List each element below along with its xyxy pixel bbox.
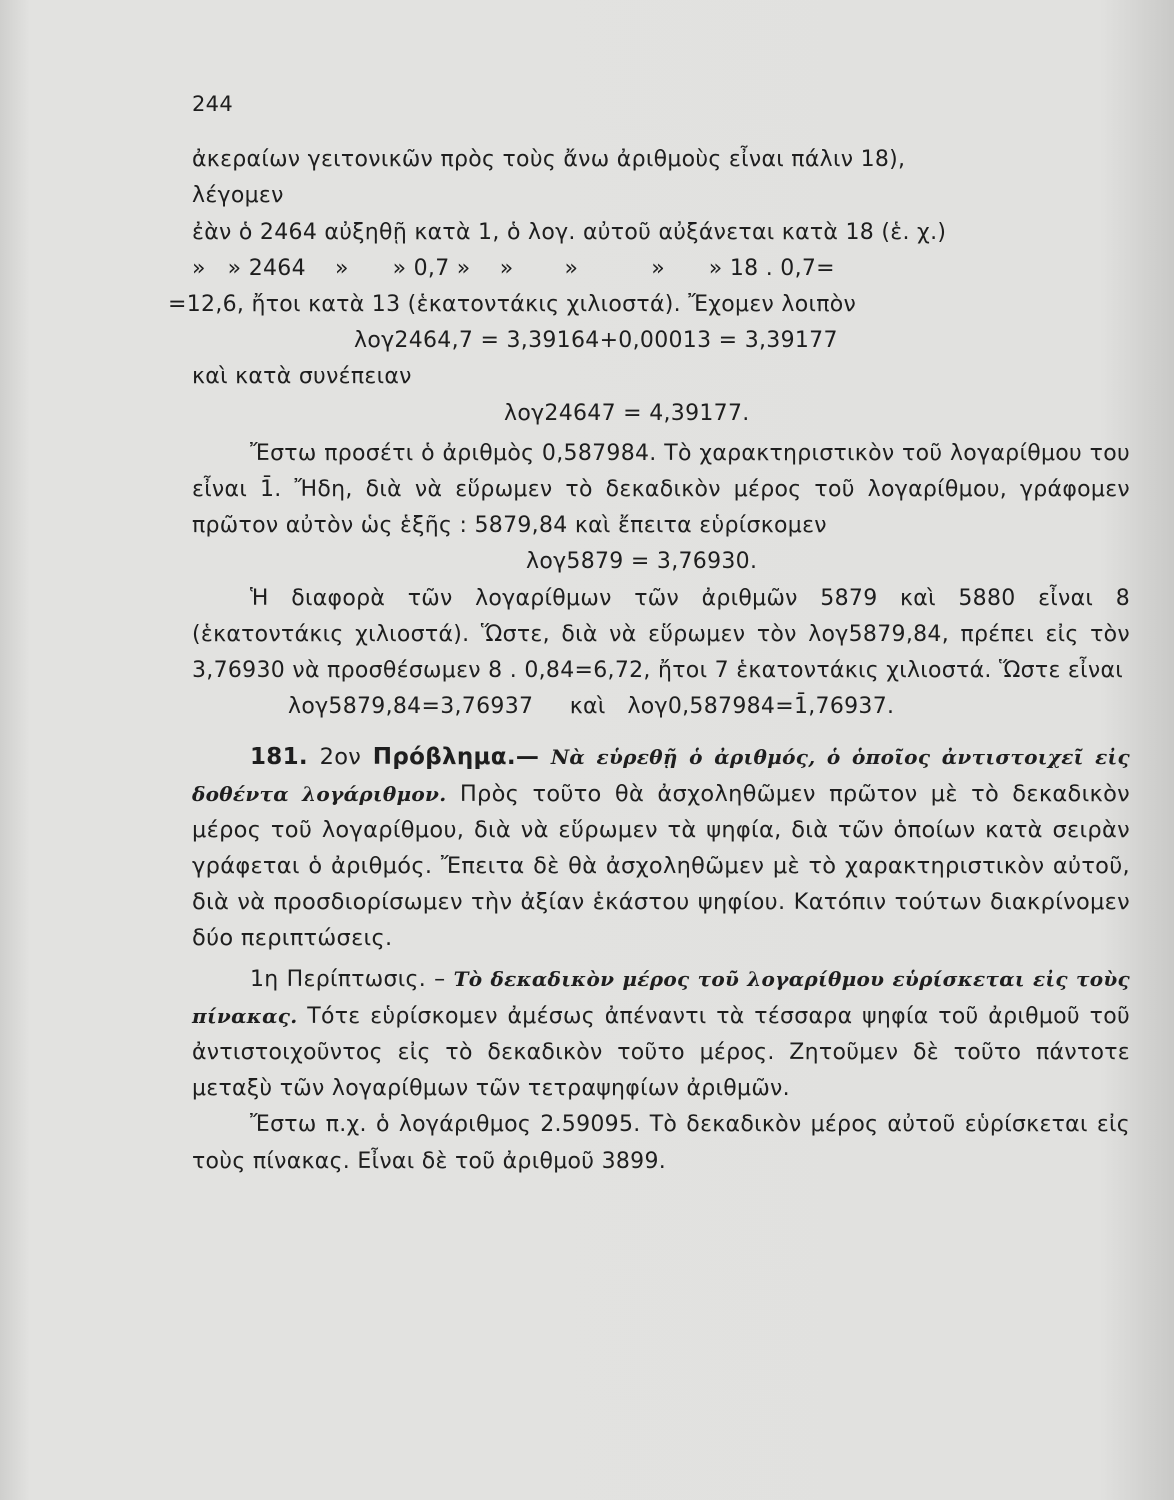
text-line: » » 2464 » » 0,7 » » » » » 18 . 0,7= bbox=[192, 255, 835, 281]
formula-line: λογ5879 = 3,76930. bbox=[526, 549, 758, 575]
text-line: ἐὰν ὁ 2464 αὐξηθῇ κατὰ 1, ὁ λογ. αὐτοῦ αὐξάνεται κατὰ 18 (ἑ. χ.) bbox=[192, 219, 947, 245]
formula-line: λογ24647 = 4,39177. bbox=[504, 400, 750, 426]
text-line: καὶ κατὰ συνέπειαν bbox=[192, 364, 412, 390]
section-heading bbox=[192, 739, 1130, 956]
section-ordinal: 2ον bbox=[319, 744, 362, 771]
case-statement: Τὸ δεκαδικὸν μέρος τοῦ λογαρίθμου εὑρίσκεται εἰς τοὺς πίνακας. bbox=[192, 966, 1131, 1028]
section-title: Πρόβλημα.— bbox=[372, 744, 540, 771]
formula-line: λογ2464,7 = 3,39164+0,00013 = 3,39177 bbox=[354, 328, 838, 354]
text-line: =12,6, ἤτοι κατὰ 13 (ἑκατοντάκις χιλιοστά). Ἔχομεν λοιπὸν bbox=[168, 292, 857, 318]
section-number: 181. bbox=[250, 744, 308, 771]
paragraph: Ἔστω προσέτι ὁ ἀριθμὸς 0,587984. Τὸ χαρακτηριστικὸν τοῦ λογαρίθμου του εἶναι 1̄. Ἤδη, διὰ νὰ εὕρωμεν τὸ δεκαδικὸν μέρος τοῦ λογαρίθμου, γράφομεν πρῶτον αὐτὸν ὡς ἑξῆς : 5879,84 καὶ ἔπειτα εὑρίσκομεν bbox=[192, 440, 1130, 539]
text-line: λέγομεν bbox=[192, 183, 284, 209]
text-line: ἀκεραίων γειτονικῶν πρὸς τοὺς ἄνω ἀριθμοὺς εἶναι πάλιν 18), bbox=[192, 147, 906, 173]
formula-line: λογ5879,84=3,76937 καὶ λογ0,587984=1̄,76937. bbox=[288, 694, 895, 720]
case-body: Τότε εὑρίσκομεν ἀμέσως ἀπέναντι τὰ τέσσαρα ψηφία τοῦ ἀριθμοῦ τοῦ ἀντιστοιχοῦντος εἰς τὸ δεκαδικὸν τοῦτο μέρος. Ζητοῦμεν δὲ τοῦτο πάντοτε μεταξὺ τῶν λογαρίθμων τῶν τετραψηφίων ἀριθμῶν. bbox=[192, 1003, 1130, 1102]
section-statement: Νὰ εὑρεθῇ ὁ ἀριθμός, ὁ ὁποῖος ἀντιστοιχεῖ εἰς δοθέντα λογάριθμον. bbox=[192, 745, 1131, 806]
section-body: Πρὸς τοῦτο θὰ ἀσχοληθῶμεν πρῶτον μὲ τὸ δεκαδικὸν μέρος τοῦ λογαρίθμου, διὰ νὰ εὕρωμεν τὰ ψηφία, διὰ τῶν ὁποίων κατὰ σειρὰν γράφεται ὁ ἀριθμός. Ἔπειτα δὲ θὰ ἀσχοληθῶμεν μὲ τὸ χαρακτηριστικὸν αὐτοῦ, διὰ νὰ προσδιορίσωμεν τὴν ἀξίαν ἑκάστου ψηφίου. Κατόπιν τούτων διακρίνομεν δύο περιπτώσεις. bbox=[192, 780, 1130, 952]
page-number: 244 bbox=[192, 92, 233, 116]
paragraph: Ἔστω π.χ. ὁ λογάριθμος 2.59095. Τὸ δεκαδικὸν μέρος αὐτοῦ εὑρίσκεται εἰς τοὺς πίνακας. Εἶναι δὲ τοῦ ἀριθμοῦ 3899. bbox=[192, 1112, 1130, 1174]
paragraph: Ἡ διαφορὰ τῶν λογαρίθμων τῶν ἀριθμῶν 5879 καὶ 5880 εἶναι 8 (ἑκατοντάκις χιλιοστά). Ὥστε, διὰ νὰ εὕρωμεν τὸν λογ5879,84, πρέπει εἰς τὸν 3,76930 νὰ προσθέσωμεν 8 . 0,84=6,72, ἤτοι 7 ἑκατοντάκις χιλιοστά. Ὥστε εἶναι bbox=[192, 585, 1130, 684]
case-paragraph bbox=[192, 961, 1130, 1108]
case-title: 1η Περίπτωσις. – bbox=[250, 966, 446, 992]
page-text bbox=[168, 86, 1131, 1180]
